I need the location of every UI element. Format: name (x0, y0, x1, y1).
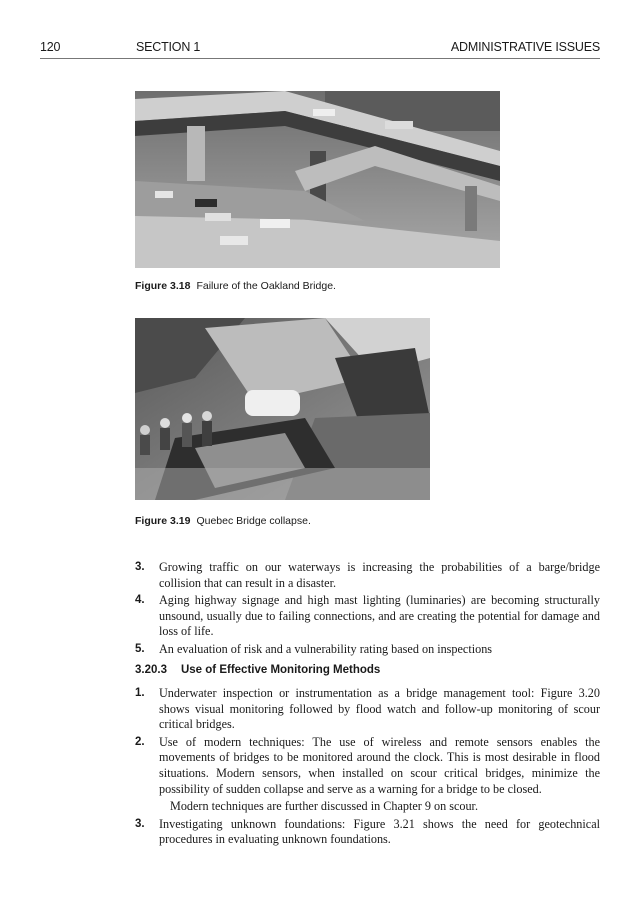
page-header (40, 40, 600, 58)
figure-3-19-photo (135, 318, 430, 500)
numbered-list (135, 560, 600, 660)
list-number: 3. (135, 817, 145, 830)
list-text: Aging highway signage and high mast lighting (luminaries) are becoming structurally unsound, usually due to failing connections, and are creating the potential for damage and loss of life. (159, 593, 600, 639)
list-item (135, 817, 600, 848)
subsection-title: Use of Effective Monitoring Methods (180, 664, 381, 676)
list-number: 5. (135, 642, 145, 655)
figure-caption-text: Quebec Bridge collapse. (196, 515, 311, 527)
list-text: Investigating unknown foundations: Figure 3.21 shows the need for geotechnical procedures in evaluating unknown foundations. (159, 816, 600, 847)
list-text: Use of modern techniques: The use of wireless and remote sensors enables the movements of bridges to be monitored around the clock. This is most desirable in flood situations. Modern sensors, when installed on scour critical bridges, minimize the possibility of sudden collapse and serve as a warning for a bridge to be closed. (159, 734, 600, 796)
list-number: 4. (135, 594, 145, 607)
list-item (135, 642, 600, 658)
list-text: Underwater inspection or instrumentation as a bridge management tool: Figure 3.20 shows visual monitoring followed by flood watch and follow-up monitoring of scour critical bridges. (159, 686, 600, 732)
page-number: 120 (40, 40, 61, 54)
subsection-heading (135, 664, 380, 676)
numbered-list (135, 686, 600, 850)
list-item (135, 735, 600, 797)
list-number: 3. (135, 561, 145, 573)
list-text: Growing traffic on our waterways is increasing the probabilities of a barge/bridge collision that can result in a disaster. (159, 560, 600, 590)
figure-label: Figure 3.18 (135, 280, 191, 292)
list-number: 2. (135, 735, 145, 748)
list-item (135, 560, 600, 591)
figure-3-19-caption (135, 515, 311, 527)
figure-3-18-caption (135, 280, 336, 292)
section-label: SECTION 1 (136, 40, 201, 54)
body-paragraph: Modern techniques are further discussed in Chapter 9 on scour. (170, 799, 478, 814)
figure-caption-text: Failure of the Oakland Bridge. (196, 280, 336, 292)
figure-label: Figure 3.19 (135, 515, 191, 527)
list-number: 1. (135, 687, 145, 699)
list-item (135, 686, 600, 733)
running-title: ADMINISTRATIVE ISSUES (450, 40, 600, 54)
header-rule (40, 58, 600, 59)
subsection-number: 3.20.3 (135, 664, 167, 676)
figure-3-18-photo (135, 91, 500, 268)
list-text: An evaluation of risk and a vulnerability rating based on inspections (159, 641, 493, 656)
list-item (135, 593, 600, 640)
